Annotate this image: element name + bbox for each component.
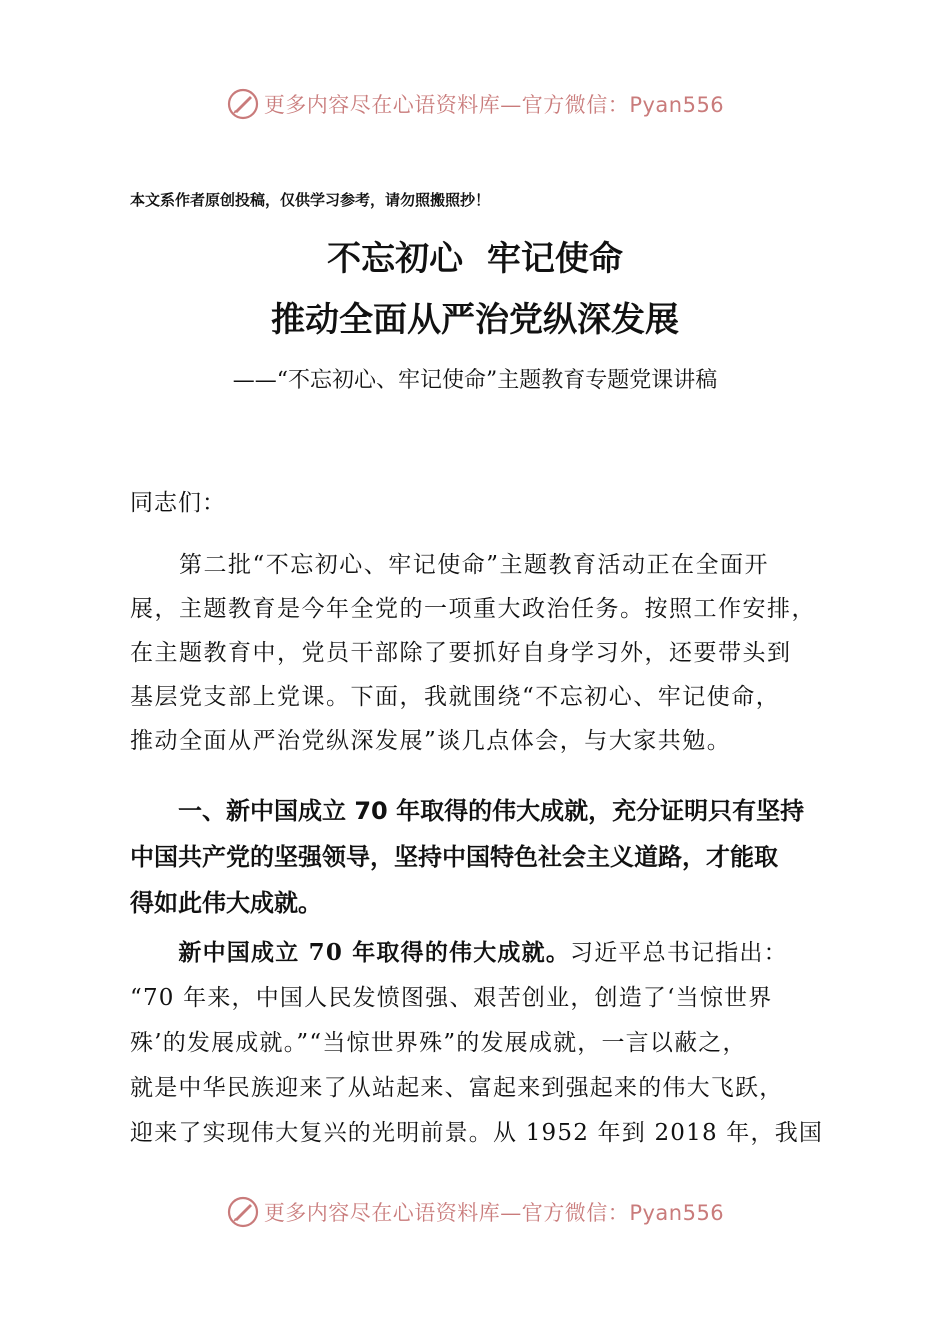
heading-line: 一、新中国成立 70 年取得的伟大成就，充分证明只有坚持 — [130, 797, 805, 825]
paragraph-line: 第二批“不忘初心、牢记使命”主题教育活动正在全面开 — [130, 552, 770, 578]
lead-rest: 习近平总书记指出： — [570, 940, 788, 966]
quill-pen-icon — [226, 1195, 260, 1229]
watermark-banner-top — [0, 84, 950, 124]
subtitle: ——“不忘初心、牢记使命”主题教育专题党课讲稿 — [232, 368, 718, 393]
paragraph-line: 展，主题教育是今年全党的一项重大政治任务。按照工作安排， — [130, 596, 816, 622]
paragraph-achievements — [130, 930, 830, 1156]
paragraph-line: 在主题教育中，党员干部除了要抓好自身学习外，还要带头到 — [130, 640, 792, 666]
quill-pen-icon — [226, 87, 260, 121]
title-line-1: 不忘初心 牢记使命 — [327, 239, 623, 279]
paragraph-line: 就是中华民族迎来了从站起来、富起来到强起来的伟大飞跃， — [130, 1075, 784, 1101]
section-heading-1 — [130, 788, 830, 926]
paragraph-lead-line — [130, 930, 830, 976]
heading-line: 得如此伟大成就。 — [130, 889, 322, 917]
paragraph-line: 基层党支部上党课。下面，我就围绕“不忘初心、牢记使命， — [130, 684, 781, 710]
paragraph-line: 推动全面从严治党纵深发展”谈几点体会，与大家共勉。 — [130, 728, 732, 754]
paragraph-line: 殊’的发展成就。”“当惊世界殊”的发展成就，一言以蔽之， — [130, 1030, 747, 1056]
watermark-text: 更多内容尽在心语资料库—官方微信：Pyan556 — [263, 93, 725, 117]
greeting: 同志们： — [130, 490, 226, 516]
heading-line: 中国共产党的坚强领导，坚持中国特色社会主义道路，才能取 — [130, 843, 778, 871]
paragraph-line: “70 年来，中国人民发愤图强、艰苦创业，创造了‘当惊世界 — [130, 985, 773, 1011]
title-line-2: 推动全面从严治党纵深发展 — [271, 300, 679, 340]
bold-lead: 新中国成立 70 年取得的伟大成就。 — [178, 939, 571, 966]
paragraph-line: 迎来了实现伟大复兴的光明前景。从 1952 年到 2018 年，我国 — [130, 1120, 824, 1146]
watermark-banner-bottom — [0, 1192, 950, 1232]
paragraph-intro — [130, 543, 830, 763]
copyright-notice: 本文系作者原创投稿，仅供学习参考，请勿照搬照抄！ — [130, 191, 491, 209]
watermark-text: 更多内容尽在心语资料库—官方微信：Pyan556 — [263, 1201, 725, 1225]
